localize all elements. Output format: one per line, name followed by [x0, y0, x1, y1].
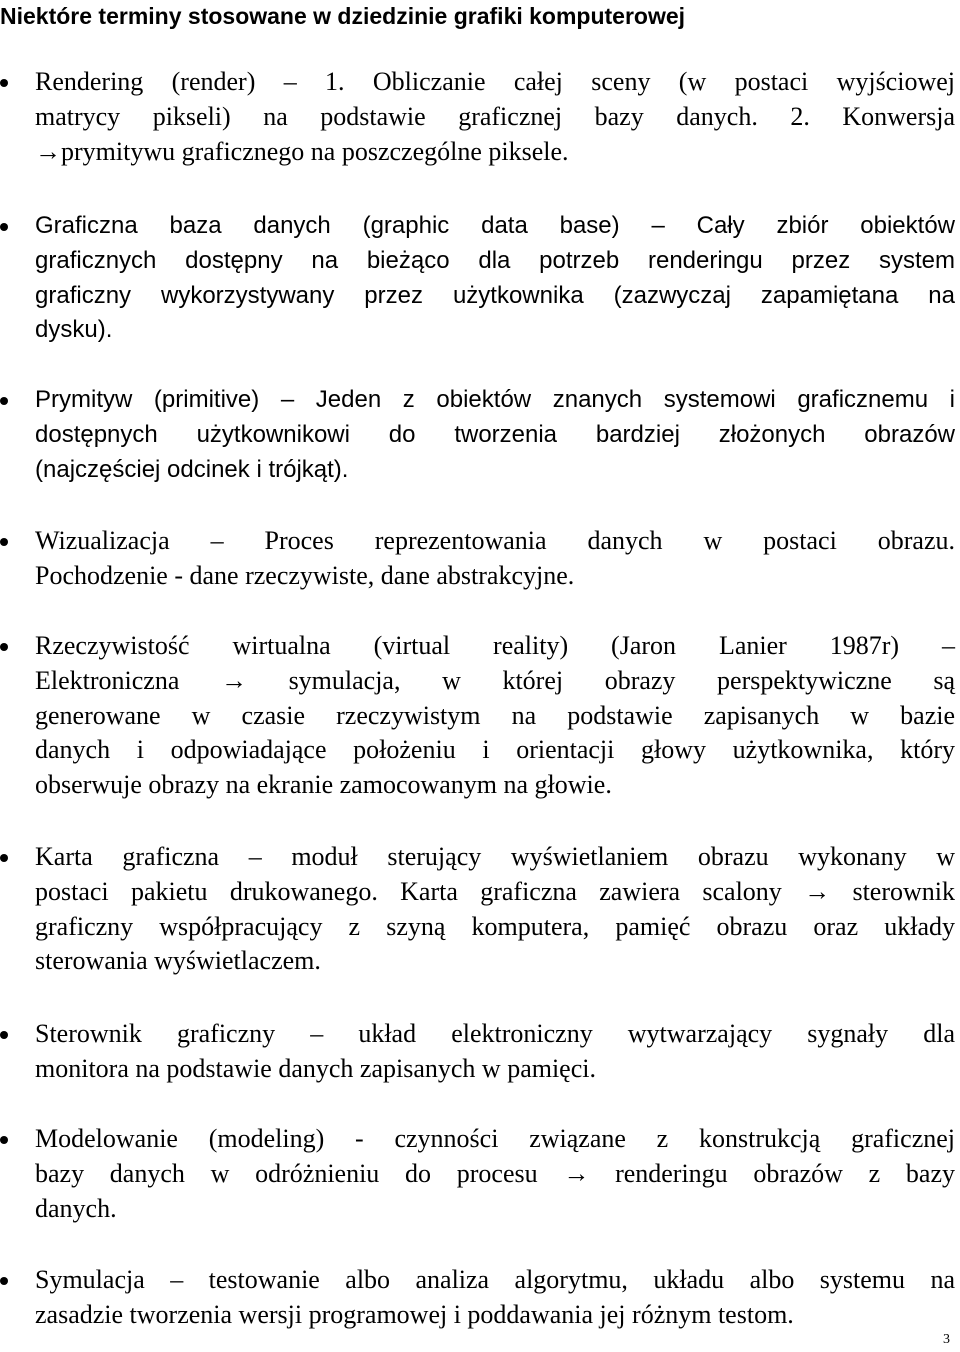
- item-line: bazy danych w odróżnieniu do procesu → renderingu obrazów z bazy: [35, 1158, 955, 1188]
- item-line: danych i odpowiadające położeniu i orientacji głowy użytkownika, który: [35, 735, 955, 765]
- page-number: 3: [943, 1332, 950, 1347]
- bullet-icon: [0, 79, 8, 87]
- item-line: Pochodzenie - dane rzeczywiste, dane abstrakcyjne.: [35, 560, 575, 590]
- item-line: graficzny współpracujący z szyną komputera, pamięć obrazu oraz układy: [35, 911, 955, 941]
- item-line: dysku).: [35, 316, 113, 344]
- list-item-primitive: [35, 383, 955, 487]
- bullet-icon: [0, 1031, 8, 1039]
- bullet-icon: [0, 854, 8, 862]
- item-line: sterowania wyświetlaczem.: [35, 946, 321, 976]
- item-line: Rzeczywistość wirtualna (virtual reality) (Jaron Lanier 1987r) –: [35, 631, 955, 660]
- item-line: Elektroniczna → symulacja, w której obrazy perspektywiczne są: [35, 665, 955, 695]
- item-line: postaci pakietu drukowanego. Karta graficzna zawiera scalony → sterownik: [35, 876, 955, 906]
- item-line: (najczęściej odcinek i trójkąt).: [35, 455, 349, 483]
- item-line: Symulacja – testowanie albo analiza algorytmu, układu albo systemu na: [35, 1265, 955, 1294]
- bullet-icon: [0, 223, 8, 231]
- bullet-icon: [0, 397, 8, 405]
- item-line: matrycy pikseli) na podstawie graficznej bazy danych. 2. Konwersja: [35, 101, 955, 131]
- item-line: dostępnych użytkownikowi do tworzenia bardziej złożonych obrazów: [35, 420, 955, 448]
- item-line: Karta graficzna – moduł sterujący wyświetlaniem obrazu wykonany w: [35, 842, 955, 871]
- item-line: Sterownik graficzny – układ elektroniczny wytwarzający sygnały dla: [35, 1019, 955, 1048]
- item-line: Rendering (render) – 1. Obliczanie całej sceny (w postaci wyjściowej: [35, 67, 955, 96]
- item-line: zasadzie tworzenia wersji programowej i poddawania jej różnym testom.: [35, 1299, 794, 1329]
- item-line: Graficzna baza danych (graphic data base) – Cały zbiór obiektów: [35, 212, 955, 239]
- item-line: Prymityw (primitive) – Jeden z obiektów znanych systemowi graficznemu i: [35, 386, 955, 413]
- bullet-icon: [0, 538, 8, 546]
- item-line: →prymitywu graficznego na poszczególne piksele.: [35, 136, 569, 166]
- list-item-graphic-database: [35, 209, 955, 348]
- list-item-graphics-controller: [35, 1017, 955, 1087]
- item-line: graficzny wykorzystywany przez użytkownika (zazwyczaj zapamiętana na: [35, 281, 955, 309]
- item-line: monitora na podstawie danych zapisanych w pamięci.: [35, 1053, 596, 1083]
- list-item-modeling: [35, 1122, 955, 1226]
- bullet-icon: [0, 643, 8, 651]
- list-item-simulation: [35, 1263, 955, 1333]
- page-title: Niektóre terminy stosowane w dziedzinie grafiki komputerowej: [0, 3, 686, 29]
- item-line: generowane w czasie rzeczywistym na podstawie zapisanych w bazie: [35, 700, 955, 730]
- bullet-icon: [0, 1136, 8, 1144]
- item-line: graficznych dostępny na bieżąco dla potrzeb renderingu przez system: [35, 246, 955, 274]
- list-item-graphics-card: [35, 840, 955, 979]
- item-line: Wizualizacja – Proces reprezentowania danych w postaci obrazu.: [35, 526, 955, 555]
- list-item-visualization: [35, 524, 955, 594]
- list-item-rendering: [35, 65, 955, 169]
- item-line: danych.: [35, 1193, 117, 1223]
- bullet-icon: [0, 1277, 8, 1285]
- item-line: obserwuje obrazy na ekranie zamocowanym na głowie.: [35, 770, 612, 800]
- list-item-virtual-reality: [35, 629, 955, 803]
- item-line: Modelowanie (modeling) - czynności związane z konstrukcją graficznej: [35, 1124, 955, 1153]
